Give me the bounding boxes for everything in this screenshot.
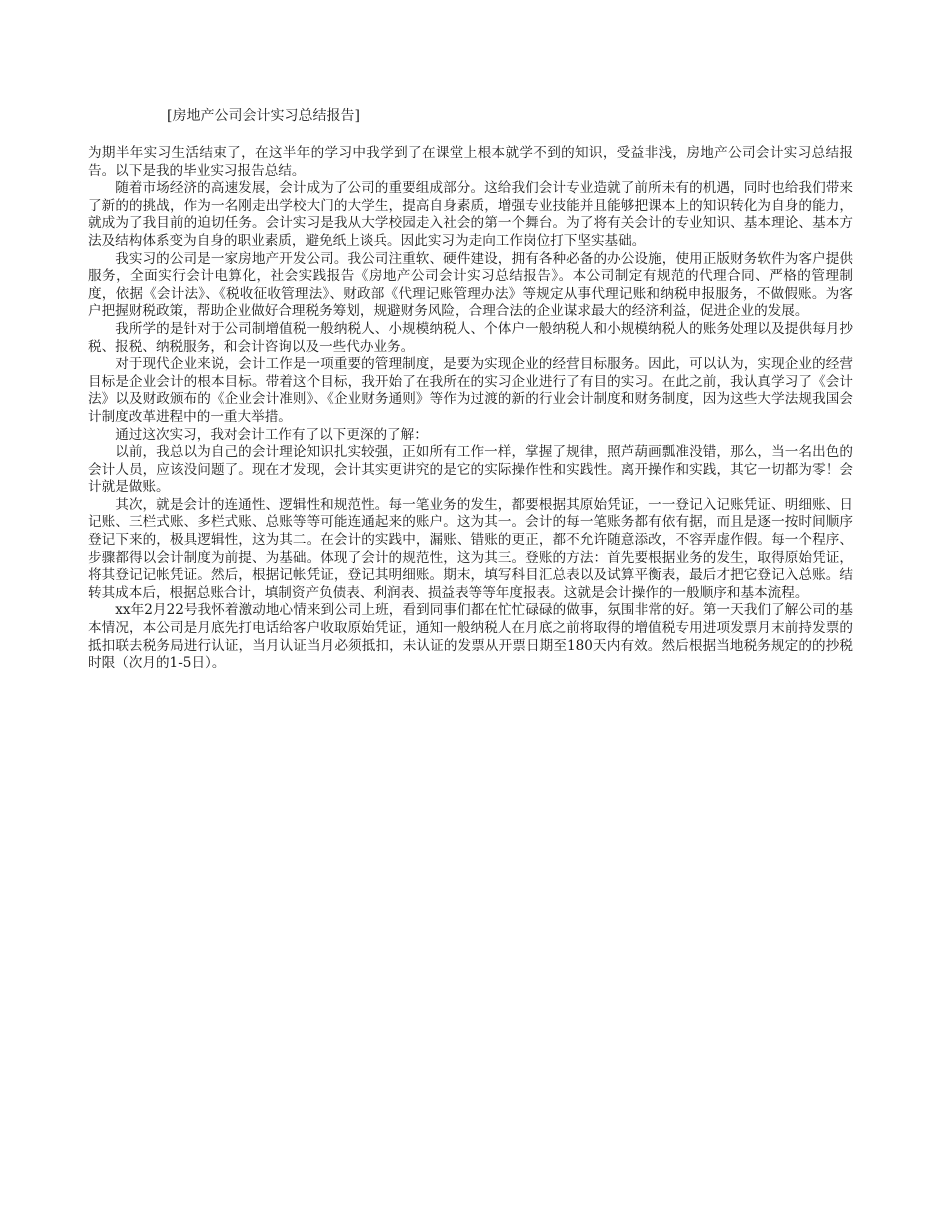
paragraph-first-day: xx年2月22号我怀着激动地心情来到公司上班，看到同事们都在忙忙碌碌的做事，氛围非常的好。第一天我们了解公司的基本情况，本公司是月底先打电话给客户收取原始凭证，通知一般纳税人在月底之前将取得的增值税专用进项发票月末前持发票的抵扣联去税务局进行认证，当月认证当月必须抵扣，未认证的发票从开票日期至180天内有效。然后根据当地税务规定的的抄税时限（次月的1-5日）。 [88,602,853,672]
paragraph-intro: 为期半年实习生活结束了，在这半年的学习中我学到了在课堂上根本就学不到的知识，受益非浅，房地产公司会计实习总结报告。以下是我的毕业实习报告总结。 [88,145,853,179]
paragraph-practice: 以前，我总以为自己的会计理论知识扎实较强，正如所有工作一样，掌握了规律，照芦葫画瓢准没错，那么，当一名出色的会计人员，应该没问题了。现在才发现，会计其实更讲究的是它的实际操作性和实践性。离开操作和实践，其它一切都为零！会计就是做账。 [88,444,853,496]
paragraph-enterprise-goal: 对于现代企业来说，会计工作是一项重要的管理制度，是要为实现企业的经营目标服务。因此，可以认为，实现企业的经营目标是企业会计的根本目标。带着这个目标，我开始了在我所在的实习企业进行了有目的实习。在此之前，我认真学习了《会计法》以及财政颁布的《企业会计准则》、《企业财务通则》等作为过渡的新的行业会计制度和财务制度，因为这些大学法规我国会计制度改革进程中的一重大举措。 [88,356,853,425]
paragraph-market-background: 随着市场经济的高速发展，会计成为了公司的重要组成部分。这给我们会计专业造就了前所未有的机遇，同时也给我们带来了新的的挑战，作为一名刚走出学校大门的大学生，提高自身素质，增强专业技能并且能够把课本上的知识转化为自身的能力，就成为了我目前的迫切任务。会计实习是我从大学校园走入社会的第一个舞台。为了将有关会计的专业知识、基本理论、基本方法及结构体系变为自身的职业素质，避免纸上谈兵。因此实习为走向工作岗位打下坚实基础。 [88,180,853,249]
document-title: [房地产公司会计实习总结报告] [167,108,360,124]
paragraph-understanding-lead: 通过这次实习，我对会计工作有了以下更深的了解： [115,426,428,443]
document-body [88,145,853,673]
paragraph-company-intro: 我实习的公司是一家房地产开发公司。我公司注重软、硬件建设，拥有各种必备的办公设施，使用正版财务软件为客户提供服务，全面实行会计电算化，社会实践报告《房地产公司会计实习总结报告》。本公司制定有规范的代理合同、严格的管理制度，依据《会计法》、《税收征收管理法》、财政部《代理记账管理办法》等规定从事代理记账和纳税申报服务，不做假账。为客户把握财税政策，帮助企业做好合理税务筹划，规避财务风险，合理合法的企业谋求最大的经济利益，促进企业的发展。 [88,250,853,320]
paragraph-logic-norms: 其次，就是会计的连通性、逻辑性和规范性。每一笔业务的发生，都要根据其原始凭证，一一登记入记账凭证、明细账、日记账、三栏式账、多栏式账、总账等等可能连通起来的账户。这为其一。会计的每一笔账务都有依有据，而且是逐一按时间顺序登记下来的，极具逻辑性，这为其二。在会计的实践中，漏账、错账的更正，都不允许随意添改，不容弄虚作假。每一个程序、步骤都得以会计制度为前提、为基础。体现了会计的规范性，这为其三。登账的方法：首先要根据业务的发生，取得原始凭证，将其登记记帐凭证。然后，根据记帐凭证，登记其明细账。期末，填写科目汇总表以及试算平衡表，最后才把它登记入总账。结转其成本后，根据总账合计，填制资产负债表、利润表、损益表等等年度报表。这就是会计操作的一般顺序和基本流程。 [88,496,853,601]
paragraph-study-scope: 我所学的是针对于公司制增值税一般纳税人、小规模纳税人、个体户一般纳税人和小规模纳税人的账务处理以及提供每月抄税、报税、纳税服务，和会计咨询以及一些代办业务。 [88,320,853,355]
